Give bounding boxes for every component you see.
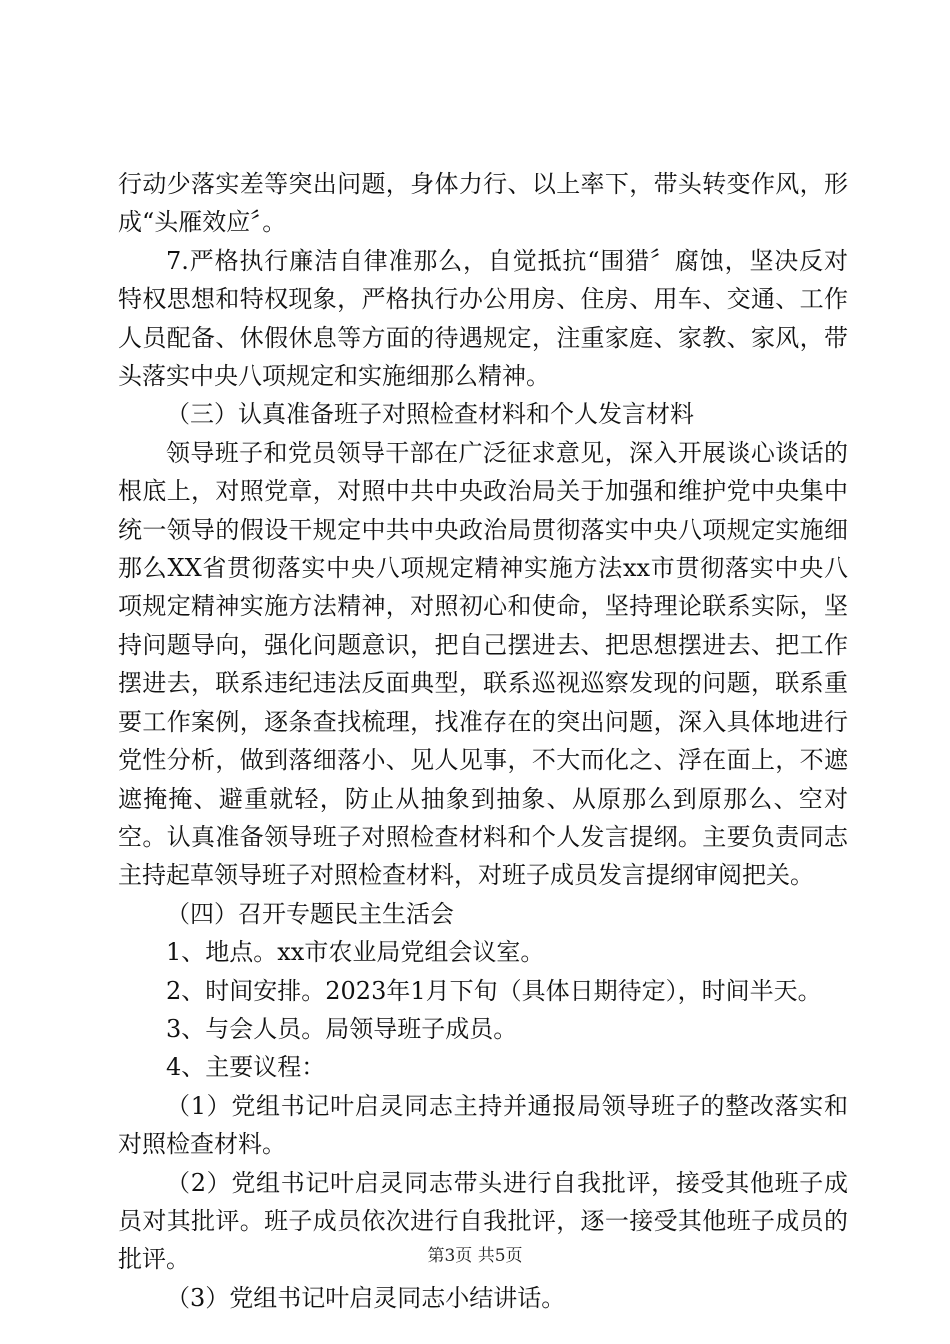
document-body [118,165,848,1317]
paragraph-continuation: 行动少落实差等突出问题，身体力行、以上率下，带头转变作风，形成“头雁效应〞。 [118,170,848,237]
paragraph-item-7: 7.严格执行廉洁自律准那么，自觉抵抗“围猎〞腐蚀，坚决反对特权思想和特权现象，严格执行办公用房、住房、用车、交通、工作人员配备、休假休息等方面的待遇规定，注重家庭、家教、家风，带头落实中央八项规定和实施细那么精神。 [118,246,848,391]
agenda-item-3: （3）党组书记叶启灵同志小结讲话。 [166,1283,566,1312]
list-item-attendees: 3、与会人员。局领导班子成员。 [166,1014,518,1043]
paragraph-body: 领导班子和党员领导干部在广泛征求意见，深入开展谈心谈话的根底上，对照党章，对照中共中央政治局关于加强和维护党中央集中统一领导的假设干规定中共中央政治局贯彻落实中央八项规定实施细那么XX省贯彻落实中央八项规定精神实施方法xx市贯彻落实中央八项规定精神实施方法精神，对照初心和使命，坚持理论联系实际，坚持问题导向，强化问题意识，把自己摆进去、把思想摆进去、把工作摆进去，联系违纪违法反面典型，联系巡视巡察发现的问题，联系重要工作案例，逐条查找梳理，找准存在的突出问题，深入具体地进行党性分析，做到落细落小、见人见事，不大而化之、浮在面上，不遮遮掩掩、避重就轻，防止从抽象到抽象、从原那么到原那么、空对空。认真准备领导班子对照检查材料和个人发言提纲。主要负责同志主持起草领导班子对照检查材料，对班子成员发言提纲审阅把关。 [118,438,848,890]
page-footer: 第3页 共5页 [427,1246,523,1266]
section-heading-4: （四）召开专题民主生活会 [166,899,454,928]
list-item-schedule: 2、时间安排。2023年1月下旬（具体日期待定），时间半天。 [166,976,822,1005]
list-item-agenda: 4、主要议程： [166,1053,326,1082]
section-heading-3: （三）认真准备班子对照检查材料和个人发言材料 [166,400,694,429]
agenda-item-1: （1）党组书记叶启灵同志主持并通报局领导班子的整改落实和对照检查材料。 [118,1091,848,1159]
list-item-location: 1、地点。xx市农业局党组会议室。 [166,938,545,967]
agenda-item-2: （2）党组书记叶启灵同志带头进行自我批评，接受其他班子成员对其批评。班子成员依次进行自我批评，逐一接受其他班子成员的批评。 [118,1168,848,1274]
